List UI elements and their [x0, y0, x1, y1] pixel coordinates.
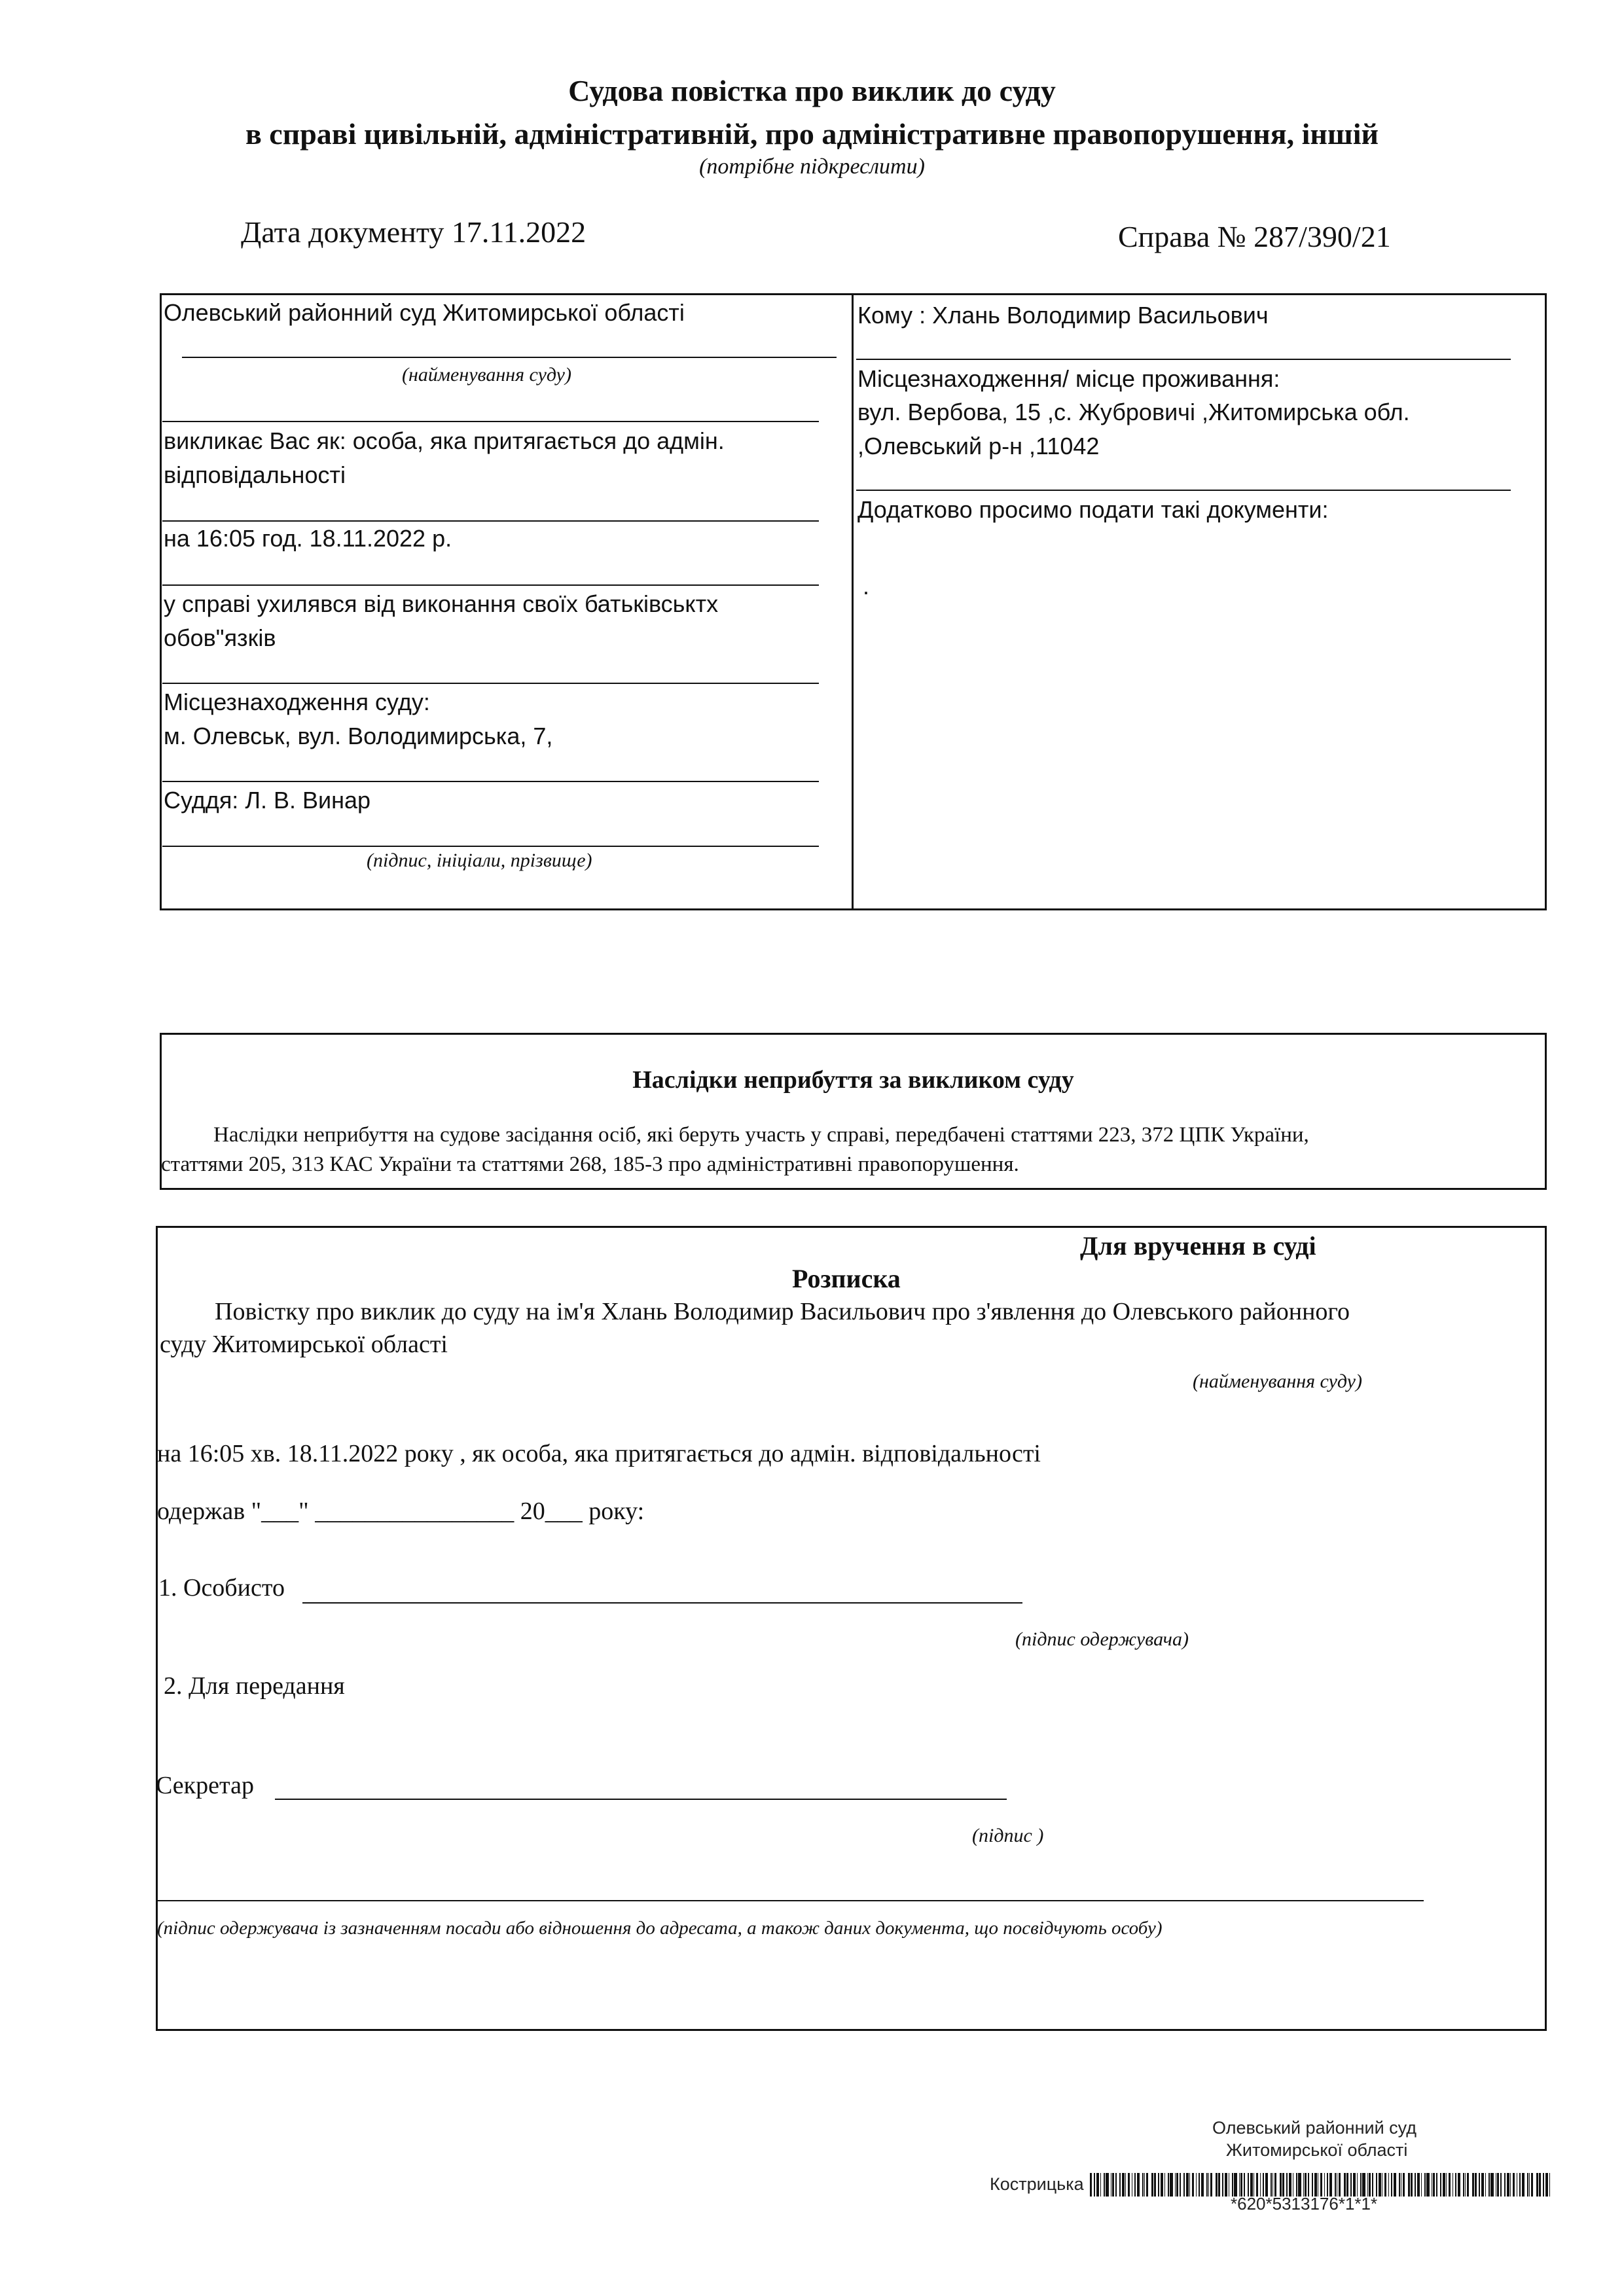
- case-description-line1: у справі ухилявся від виконання своїх батьківськтх: [164, 590, 719, 617]
- secretary-signature-caption: (підпис ): [972, 1825, 1044, 1846]
- barcode: [1090, 2173, 1555, 2197]
- residence-label: Місцезнаходження/ місце проживання:: [857, 365, 1280, 392]
- document-title-note: (потрібне підкреслити): [699, 154, 925, 179]
- court-location-address: м. Олевськ, вул. Володимирська, 7,: [164, 723, 553, 749]
- footer-name: Кострицька: [990, 2174, 1084, 2194]
- receipt-court-caption: (найменування суду): [1193, 1371, 1362, 1392]
- recipient-underline: [856, 359, 1511, 360]
- court-name: Олевський районний суд Житомирської області: [164, 299, 685, 326]
- summons-divider: [852, 293, 854, 910]
- address-line1: вул. Вербова, 15 ,с. Жубровичі ,Житомирська обл.: [857, 399, 1410, 425]
- for-transfer-label: 2. Для передання: [164, 1672, 345, 1700]
- court-location-label: Місцезнаходження суду:: [164, 689, 430, 715]
- for-court-label: Для вручення в суді: [1080, 1231, 1316, 1261]
- receipt-line1: Повістку про виклик до суду на ім'я Хлань Володимир Васильович про з'явлення до Олевського районного: [215, 1298, 1350, 1325]
- personally-signature-line: [302, 1602, 1022, 1604]
- recipient-signature-caption: (підпис одержувача): [1015, 1628, 1189, 1650]
- personally-label: 1. Особисто: [158, 1574, 285, 1602]
- document-title-line1: Судова повістка про виклик до суду: [568, 74, 1056, 107]
- footer-court-line2: Житомирської області: [1226, 2140, 1408, 2160]
- summons-as-line2: відповідальності: [164, 461, 346, 488]
- judge-underline: [162, 846, 819, 847]
- separator-line: [162, 421, 819, 422]
- receipt-title: Розписка: [792, 1264, 901, 1293]
- summons-as-line1: викликає Вас як: особа, яка притягається до адмін.: [164, 427, 725, 454]
- judge-caption: (підпис, ініціали, прізвище): [367, 850, 592, 871]
- final-signature-caption: (підпис одержувача із зазначенням посади або відношення до адресата, а також даних документа, що посвідчують особу): [157, 1918, 1163, 1939]
- footer-court-line1: Олевський районний суд: [1212, 2118, 1417, 2138]
- secretary-signature-line: [275, 1799, 1007, 1800]
- address-underline: [856, 490, 1511, 491]
- case-number: Справа № 287/390/21: [1118, 220, 1391, 253]
- consequences-text-line2: статтями 205, 313 КАС України та статтями 268, 185-3 про адміністративні правопорушення.: [161, 1152, 1019, 1176]
- receipt-line2: суду Житомирської області: [160, 1331, 448, 1358]
- case-description-line2: обов"язків: [164, 624, 276, 651]
- final-signature-line: [157, 1900, 1424, 1901]
- document-title-line2: в справі цивільній, адміністративній, про адміністративне правопорушення, іншій: [245, 117, 1379, 151]
- consequences-text: [161, 1121, 1542, 1179]
- consequences-title: Наслідки неприбуття за викликом суду: [632, 1066, 1074, 1094]
- separator-line: [162, 584, 819, 586]
- extra-documents-label: Додатково просимо подати такі документи:: [857, 496, 1329, 523]
- hearing-time: на 16:05 год. 18.11.2022 р.: [164, 525, 452, 552]
- address-line2: ,Олевський р-н ,11042: [857, 433, 1100, 459]
- court-underline: [182, 357, 837, 358]
- recipient: Кому : Хлань Володимир Васильович: [857, 302, 1269, 329]
- extra-documents-value: .: [863, 573, 870, 600]
- secretary-label: Секретар: [156, 1772, 254, 1799]
- received-date-line: одержав "___" ________________ 20___ року:: [157, 1498, 645, 1525]
- court-caption: (найменування суду): [402, 364, 571, 386]
- separator-line: [162, 683, 819, 684]
- receipt-time-line: на 16:05 хв. 18.11.2022 року , як особа, яка притягається до адмін. відповідальності: [157, 1440, 1041, 1467]
- judge: Суддя: Л. В. Винар: [164, 787, 371, 814]
- separator-line: [162, 781, 819, 782]
- footer-code: *620*5313176*1*1*: [1231, 2194, 1378, 2214]
- consequences-text-line1: Наслідки неприбуття на судове засідання осіб, які беруть участь у справі, передбачені статтями 223, 372 ЦПК України,: [213, 1123, 1309, 1147]
- document-date: Дата документу 17.11.2022: [241, 215, 586, 249]
